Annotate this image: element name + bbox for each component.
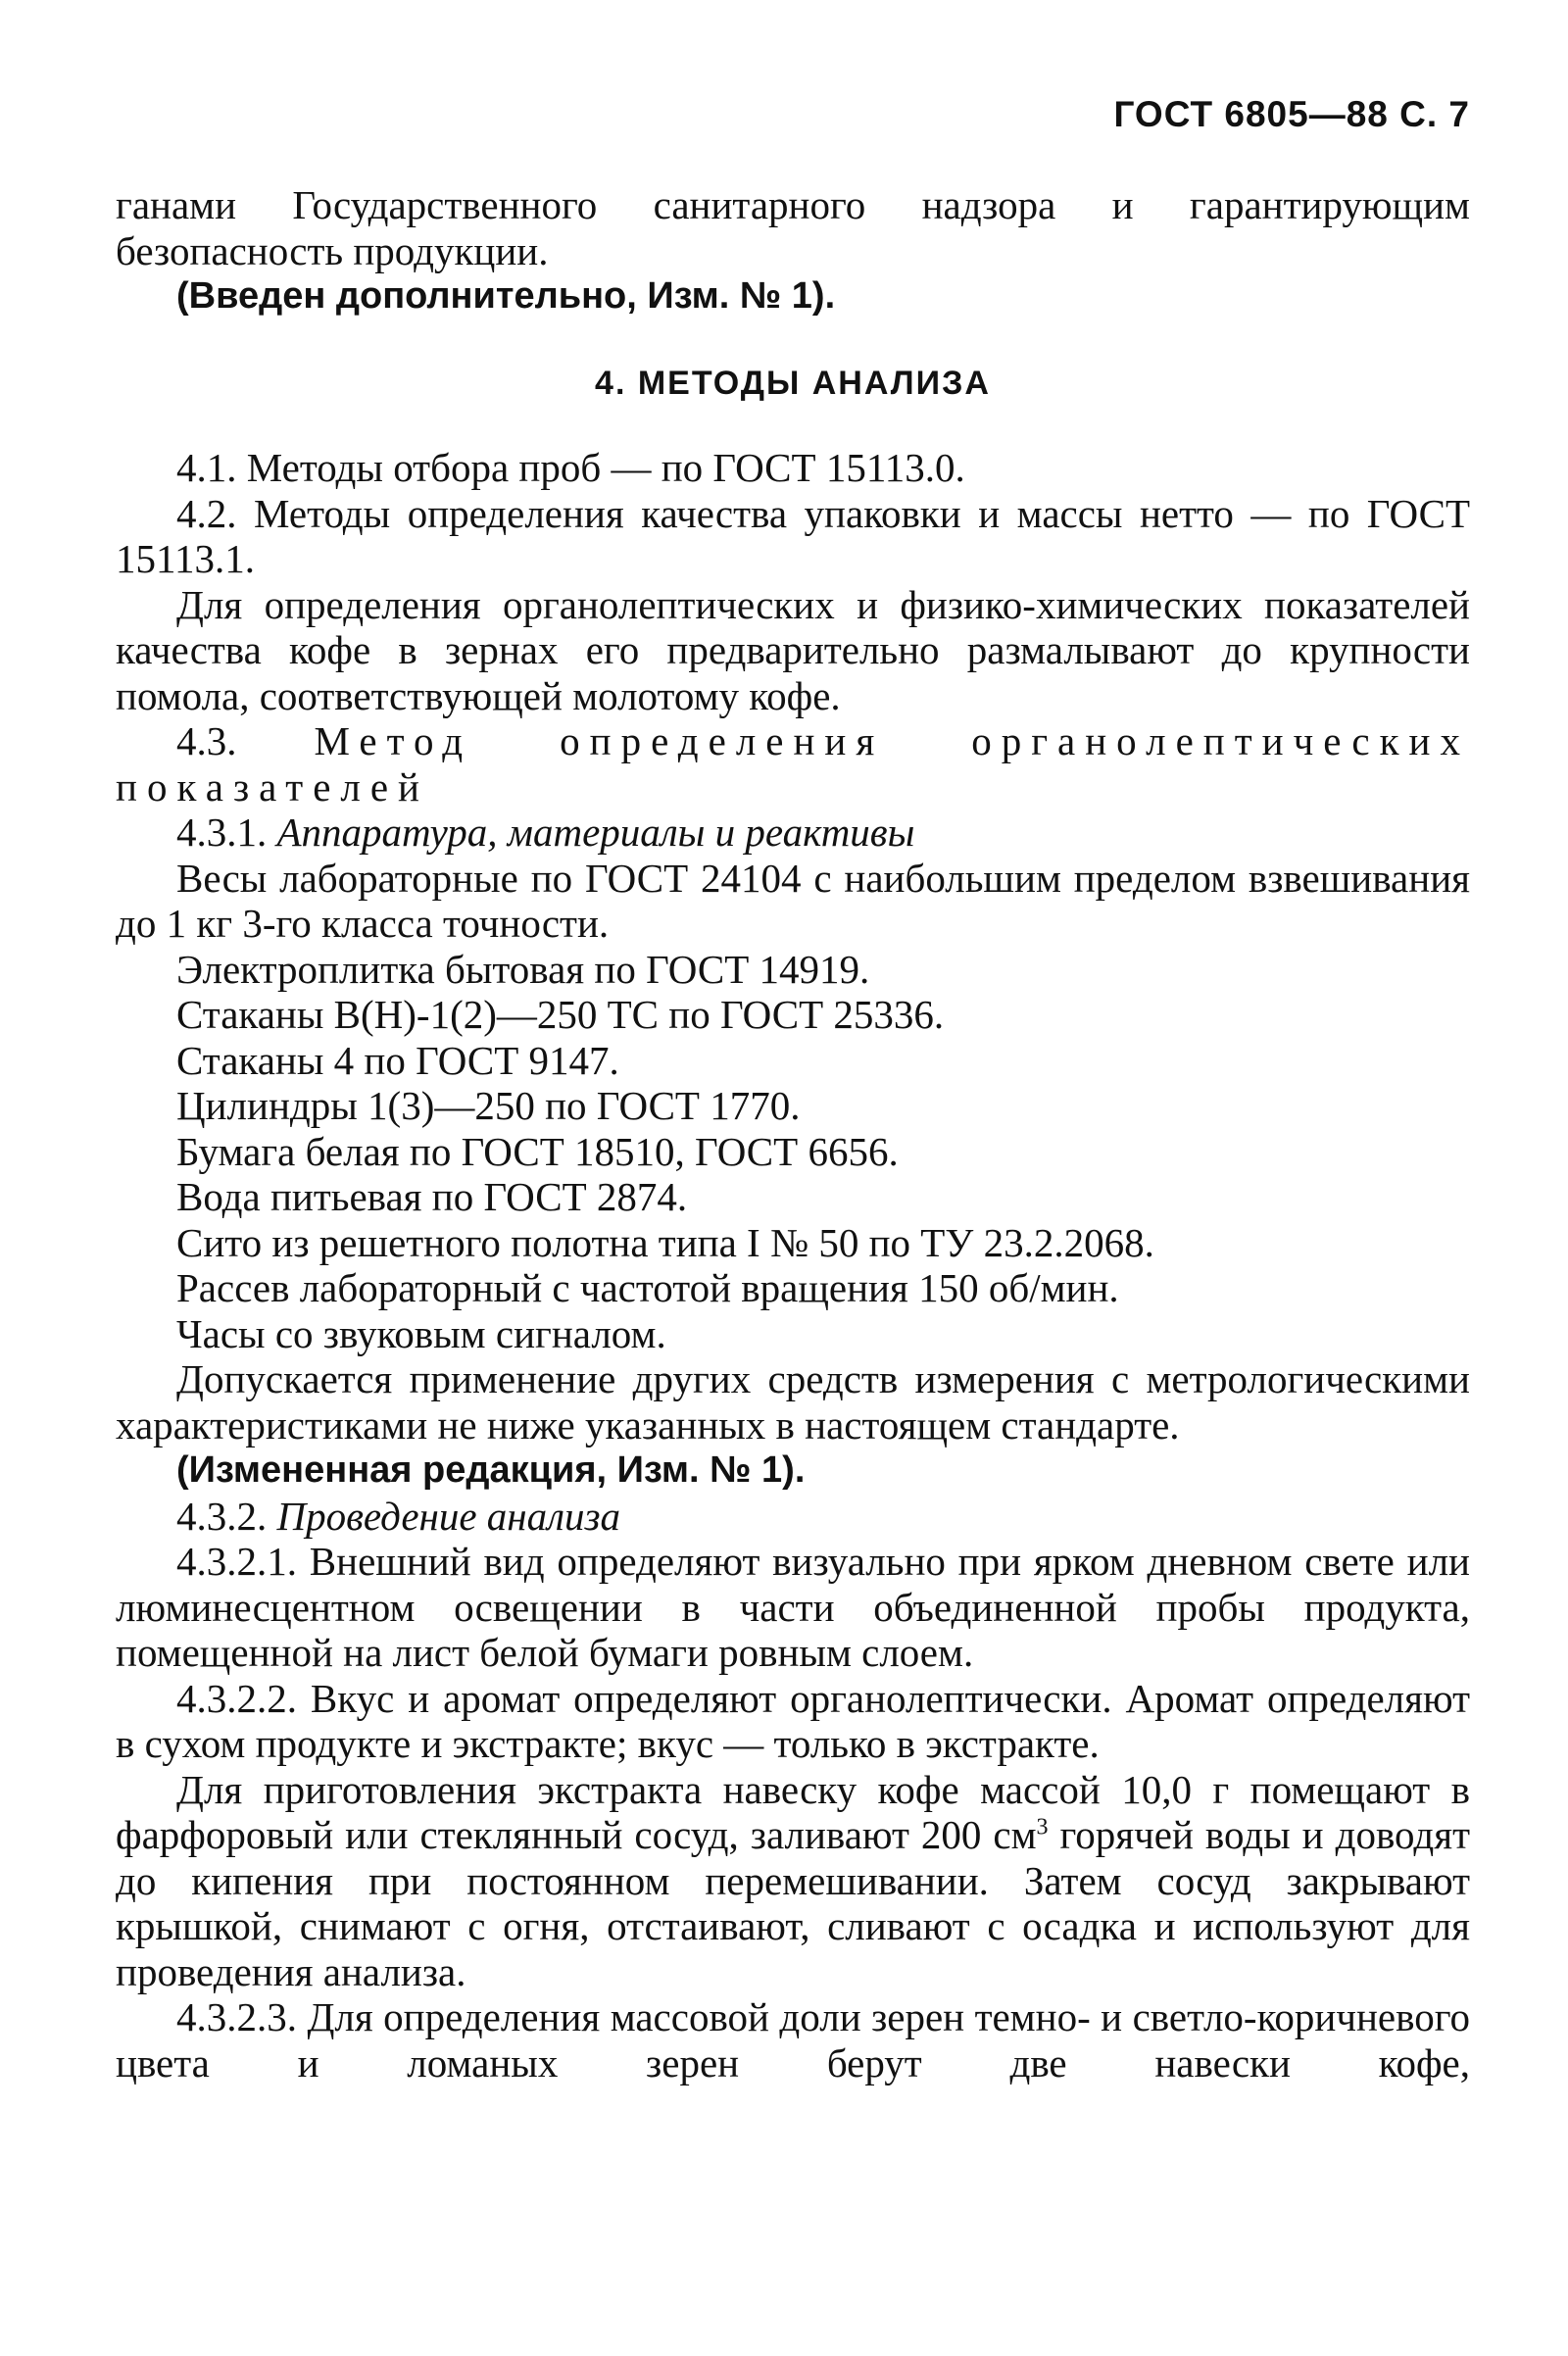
list-item: Сито из решетного полотна типа I № 50 по ТУ 23.2.2068.	[176, 1219, 1154, 1265]
paragraph: Допускается применение других средств измерения с метрологическими характеристиками не ниже указанных в настоящем стандарте.	[116, 1356, 1470, 1448]
list-item: Весы лабораторные по ГОСТ 24104 с наибольшим пределом взвешивания до 1 кг 3-го класса точности.	[116, 855, 1470, 946]
subsection-heading	[116, 1494, 1470, 1540]
paragraph: 4.3.2.3. Для определения массовой доли зерен темно- и светло-коричневого цвета и ломаных зерен берут две навески кофе,	[116, 1994, 1470, 2086]
list-item: Цилиндры 1(3)—250 по ГОСТ 1770.	[176, 1083, 801, 1128]
section-title: 4. МЕТОДЫ АНАЛИЗА	[595, 364, 991, 402]
paragraph: ганами Государственного санитарного надзора и гарантирующим безопасность продукции.	[116, 182, 1470, 273]
paragraph: 4.3.2.2. Вкус и аромат определяют органолептически. Аромат определяют в сухом продукте и экстракте; вкус — только в экстракте.	[116, 1675, 1470, 1766]
subsection-number: 4.3.1.	[176, 810, 268, 855]
list-item: Часы со звуковым сигналом.	[176, 1310, 666, 1356]
text-run: Для приготовления экстракта навеску кофе массой 10,0 г помещают в фарфоровый или стеклянный сосуд, заливают 200 см	[116, 1766, 1470, 1857]
list-item: Стаканы 4 по ГОСТ 9147.	[176, 1037, 619, 1083]
document-body	[116, 182, 1470, 2086]
subsection-heading	[116, 810, 1470, 856]
list-item: Бумага белая по ГОСТ 18510, ГОСТ 6656.	[176, 1128, 899, 1174]
paragraph: 4.2. Методы определения качества упаковки и массы нетто — по ГОСТ 15113.1.	[116, 490, 1470, 581]
paragraph: Для определения органолептических и физико-химических показателей качества кофе в зернах его предварительно размалывают до крупности помола, соответствующей молотому кофе.	[116, 581, 1470, 718]
amendment-note: (Измененная редакция, Изм. № 1).	[176, 1449, 806, 1491]
paragraph: 4.1. Методы отбора проб — по ГОСТ 15113.0.	[176, 445, 965, 490]
subsection-heading	[116, 718, 1470, 810]
superscript: 3	[1036, 1814, 1049, 1841]
list-item: Стаканы В(Н)-1(2)—250 ТС по ГОСТ 25336.	[176, 992, 945, 1037]
paragraph: 4.3.2.1. Внешний вид определяют визуально при ярком дневном свете или люминесцентном освещении в части объединенной пробы продукта, помещенной на лист белой бумаги ровным слоем.	[116, 1539, 1470, 1675]
subsection-number: 4.3.	[176, 718, 237, 763]
list-item: Рассев лабораторный с частотой вращения 150 об/мин.	[176, 1265, 1119, 1310]
amendment-note: (Введен дополнительно, Изм. № 1).	[176, 275, 836, 317]
subsection-title: Метод определения органолептических показателей	[116, 718, 1470, 810]
subsection-title: Проведение анализа	[276, 1493, 621, 1539]
text-run: горячей воды и доводят до кипения при постоянном перемешивании. Затем сосуд закрывают крышкой, снимают с огня, отстаивают, сливают с осадка и используют для проведения анализа.	[116, 1812, 1470, 1994]
list-item: Вода питьевая по ГОСТ 2874.	[176, 1174, 688, 1219]
paragraph	[116, 1767, 1470, 1995]
list-item: Электроплитка бытовая по ГОСТ 14919.	[176, 946, 870, 992]
subsection-number: 4.3.2.	[176, 1493, 268, 1539]
subsection-title: Аппаратура, материалы и реактивы	[276, 810, 915, 855]
page-header: ГОСТ 6805—88 С. 7	[1113, 94, 1470, 134]
